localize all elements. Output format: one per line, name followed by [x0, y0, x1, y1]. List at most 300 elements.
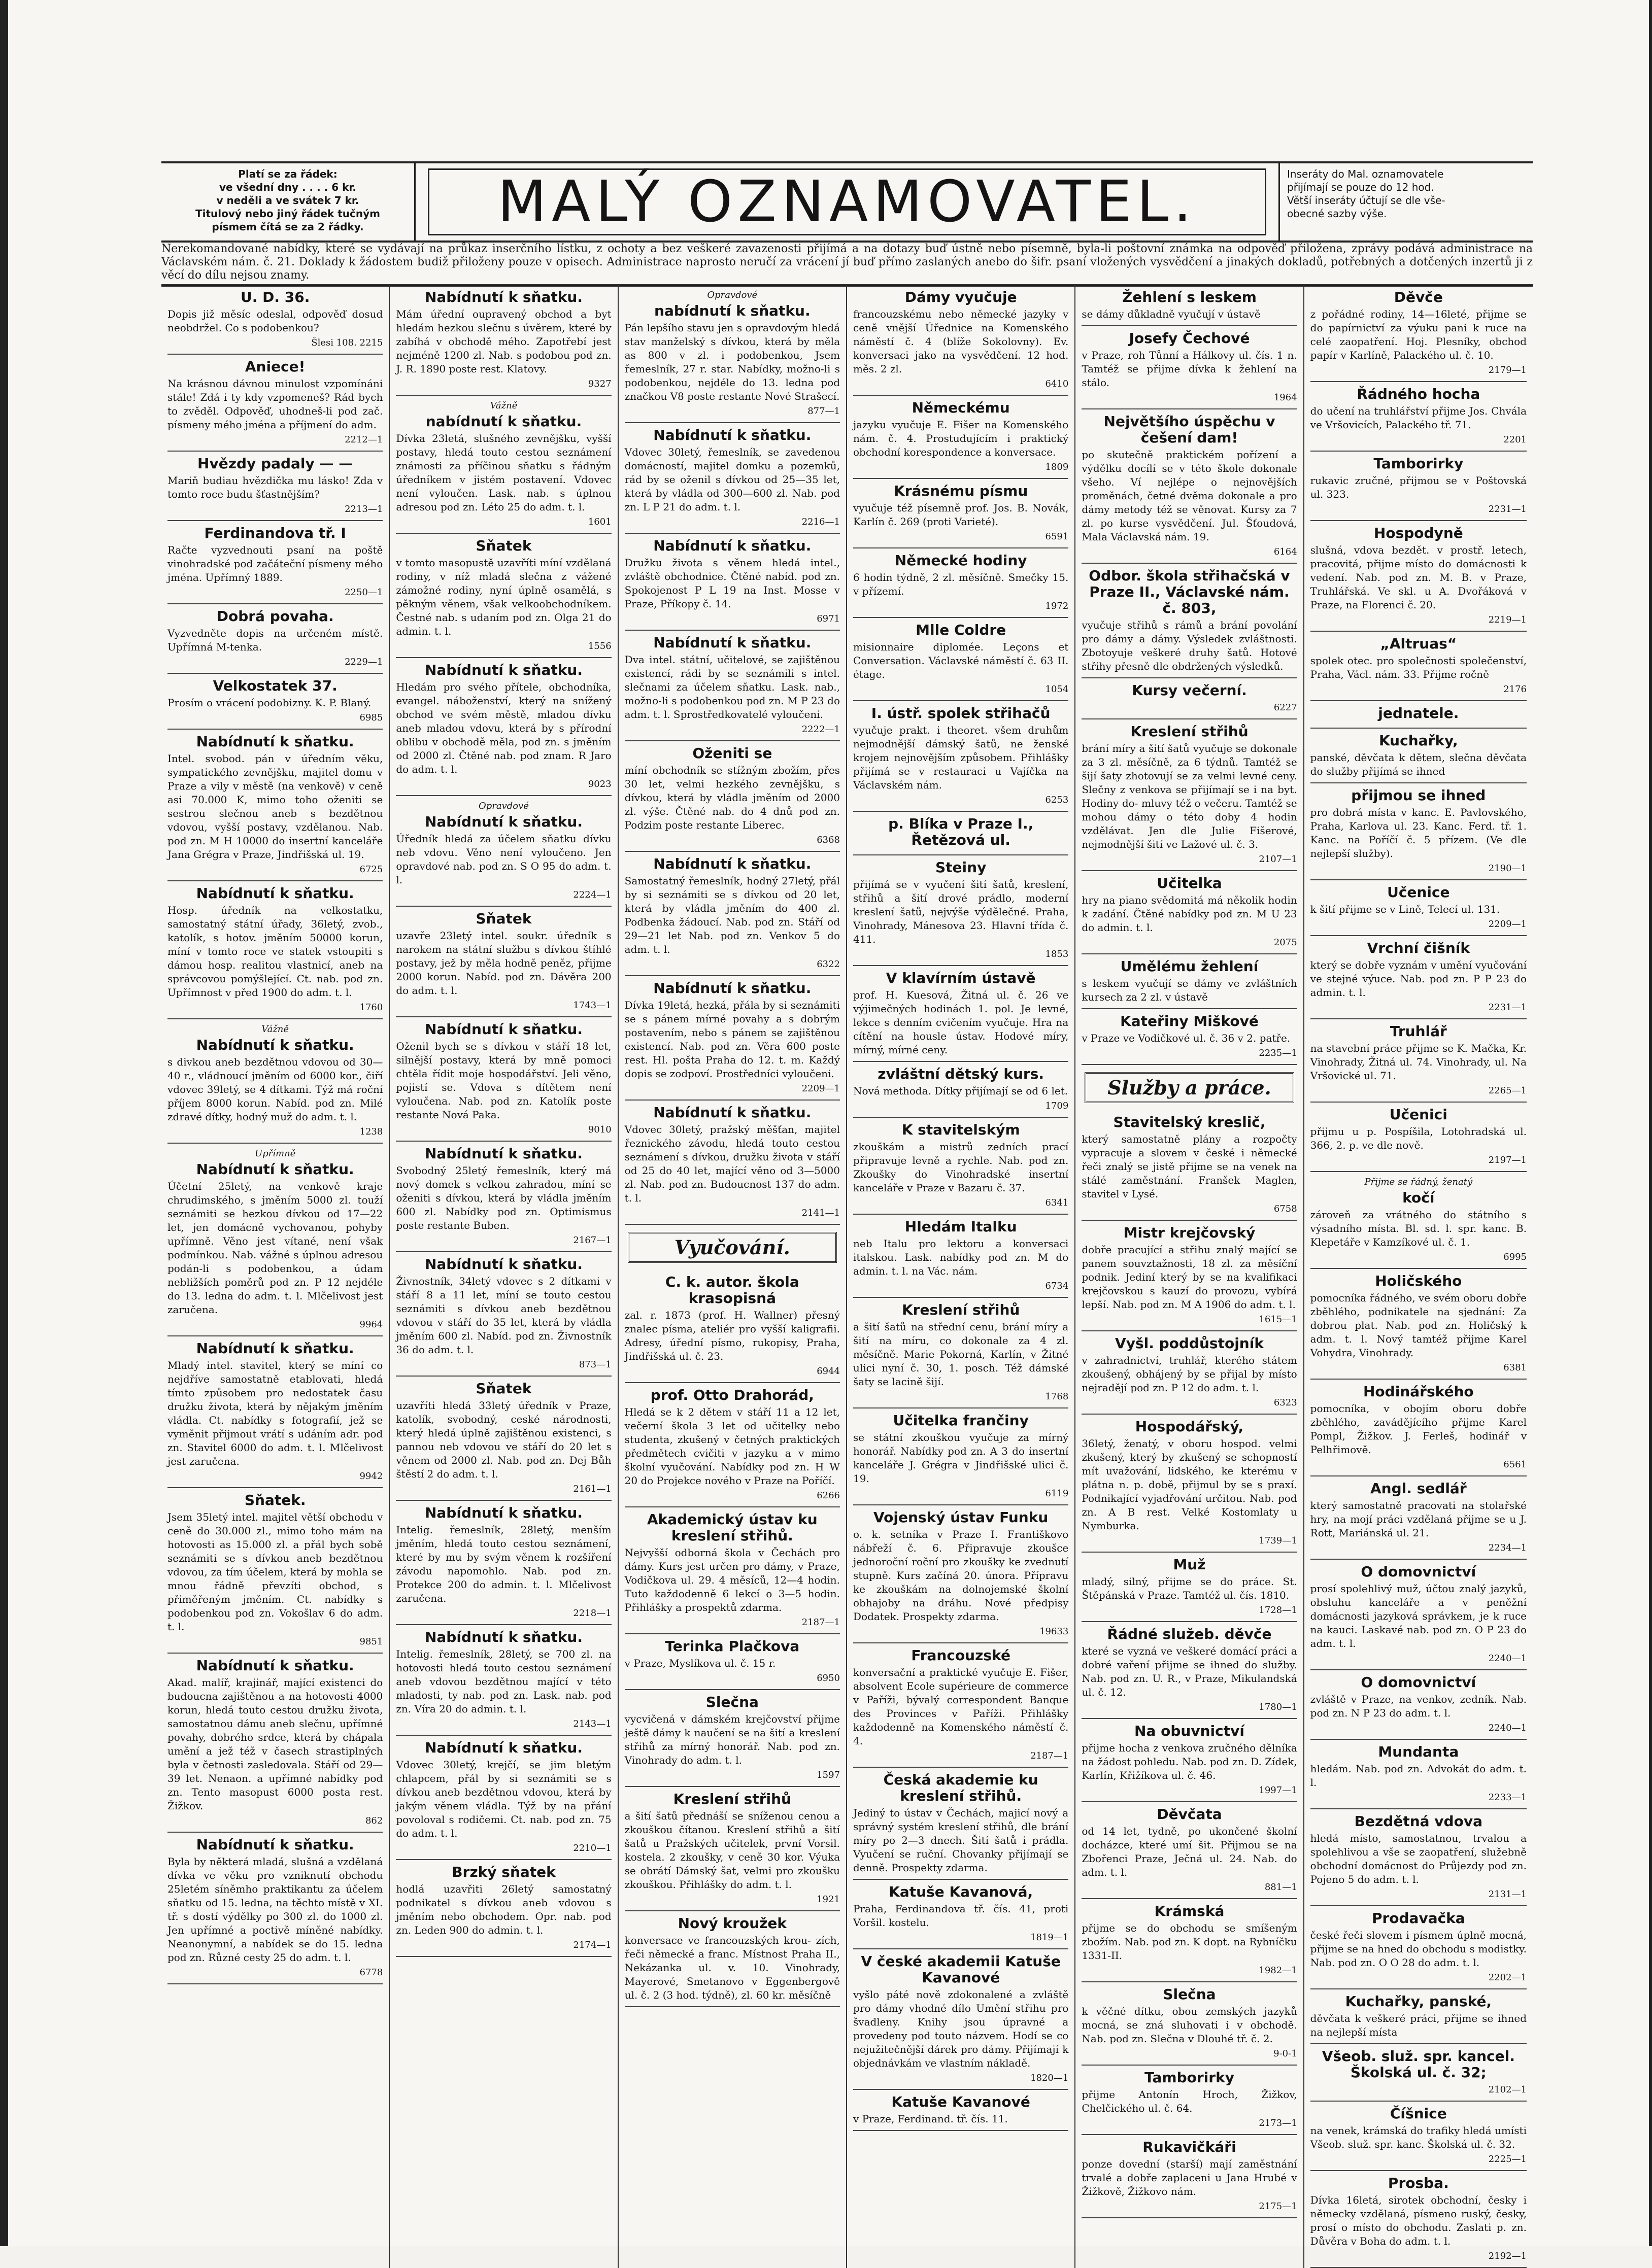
- classified-ad: [167, 674, 383, 730]
- ad-reference: 2107—1: [1259, 854, 1297, 865]
- classified-ad: [625, 1101, 840, 1225]
- ad-title: Truhlář: [1390, 1023, 1447, 1040]
- classified-ad: [853, 701, 1068, 812]
- ad-title: Sňatek.: [244, 1492, 306, 1508]
- classified-ad: [853, 1062, 1068, 1118]
- ad-title: Nabídnutí k sňatku.: [424, 1145, 583, 1162]
- ad-reference: 2167—1: [573, 1235, 612, 1246]
- ad-body: Hosp. úředník na velkostatku, samostatný státní úřady, 36letý, zvob., katolík, s hotov. jměním 50000 korun, míní v tomto roce ve statek vstoupiti s dámou hosp. realitou vlastnicí, aneb na správcovou pomýšlející. Ct. nab. pod zn. Upřímnost v před 1900 do adm. t. l.: [167, 904, 383, 999]
- ad-body: z pořádné rodiny, 14—16leté, přijme se do papírnictví za výuku pani k ruce na celé zaopatření. Hoj. Plesníky, obchod papír v Karlíně, Palackého ul. č. 10.: [1310, 308, 1527, 361]
- ad-title: Řádného hocha: [1357, 386, 1480, 402]
- ad-body: konversační a praktické vyučuje E. Fišer, absolvent Ecole supérieure de commerce v Paříži, bývalý correspondent Banque des Provinces v Paříži. Přihlášky každodenně na Komenského náměstí č. 4.: [853, 1666, 1069, 1747]
- classified-ad: [1310, 1172, 1527, 1269]
- ad-reference: 873—1: [579, 1359, 612, 1370]
- price-box: [161, 163, 416, 240]
- ad-reference: 1615—1: [1259, 1314, 1297, 1325]
- ad-reference: 6758: [1273, 1204, 1297, 1214]
- ad-body: Vdovec 30letý, řemeslník, se zavedenou domácností, majitel domku a pozemků, rád by se oženil s dívkou od 25—35 let, která by vládla od 300—600 zl. Nab. pod zn. L P 21 do adm. t. l.: [624, 446, 840, 513]
- classified-ad: [625, 976, 840, 1101]
- deadline-line: Inseráty do Mal. oznamovatele: [1287, 168, 1444, 180]
- classified-ad: [853, 396, 1068, 479]
- classified-ad: [853, 548, 1068, 618]
- ad-title: Rukavičkáři: [1142, 2139, 1236, 2155]
- ad-title: Katuše Kavanové: [891, 2093, 1030, 2110]
- ad-body: a šití šatů přednáší se sníženou cenou a zkouškou čítanou. Kreslení střihů a šití šatů u Pražských učitelek, první Vorsil. kostela. 2 zkoušky, v ceně 30 kor. Výuka se obrátí Dámský šat, velmi pro zkoušku zkouškou. Přihlášky do adm. t. l.: [624, 1810, 840, 1891]
- ad-body: české řeči slovem i písmem úplně mocná, přijme se na hned do obchodu s modistky. Nab. pod zn. O O 28 do adm. t. l.: [1310, 1929, 1527, 1969]
- ad-title: Řádné služeb. děvče: [1107, 1626, 1272, 1642]
- ad-title: Nabídnutí k sňatku.: [424, 662, 583, 678]
- ad-body: přijmu u p. Pospíšila, Lotohradská ul. 366, 2. p. ve dle nově.: [1310, 1125, 1527, 1151]
- classified-ad: [167, 452, 383, 521]
- ad-body: zal. r. 1873 (prof. H. Wallner) přesný znalec písma, ateliér pro vyšší kaligrafii. Adresy, úřední písmo, rukopisy, Praha, Jindřišská ul. č. 23.: [624, 1309, 840, 1362]
- ad-body: pomocníka, v obojím oboru dobře zběhlého, zavádějícího přijme Karel Pompl, Žižkov. J. Ferleš, hodinář v Pelhřimově.: [1310, 1402, 1527, 1456]
- ad-title: O domovnictví: [1361, 1563, 1476, 1580]
- price-line: Titulový nebo jiný řádek tučným: [195, 208, 380, 220]
- ad-reference: 9-0-1: [1273, 2048, 1297, 2059]
- scan-edge-left: [0, 0, 8, 2246]
- ad-body: Mám úřední oupravený obchod a byt hledám hezkou slečnu s úvěrem, které by zabíhá v obchodě mého. Zapotřebí jest nejméně 1200 zl. Nab. s podobou pod zn. J. R. 1890 poste rest. Klatovy.: [396, 308, 612, 375]
- ad-body: hodlá uzavřiti 26letý samostatný podnikatel s dívkou aneb vdovou s jměním nebo obchodem. Opr. nab. pod zn. Leden 900 do admin. t. l.: [396, 1883, 612, 1936]
- classified-ad: [625, 1270, 840, 1383]
- ad-body: prof. H. Kuesová, Žitná ul. č. 26 ve výjimečných hodinách 1. pol. Je levné, lekce s denním cvičením vyučuje. Hra na cítění na housle ústav. Hodové míry, mírný, mírné ceny.: [853, 989, 1069, 1056]
- ad-reference: 1743—1: [573, 1000, 612, 1011]
- ad-body: 36letý, ženatý, v oboru hospod. velmi zkušený, který by zkušený se schopností mít uvažování, lidského, ke kterému v plátna n. p. době, přijmul by se s praxí. Podnikající vyjadřování určitou. Nab. pod zn. A B rest. Velké Kostomlaty u Nymburka.: [1082, 1437, 1297, 1532]
- ad-reference: 2265—1: [1488, 1085, 1527, 1096]
- classified-ad: [853, 1118, 1068, 1215]
- ad-reference: 2210—1: [573, 1843, 612, 1853]
- classified-ad: [167, 730, 383, 881]
- classified-ad: [396, 907, 611, 1017]
- ad-reference: 2231—1: [1488, 504, 1527, 514]
- ad-body: misionnaire diplomée. Leçons et Conversation. Václavské náměstí č. 63 II. étage.: [853, 641, 1069, 680]
- ad-body: brání míry a šití šatů vyučuje se dokonale za 3 zl. měsíčně, za 6 týdnů. Tamtéž se šijí šaty zhotovují se za velmi levné ceny. Slečny z venkova se přijímají se i na byt. Hodiny do- mluvy též o večeru. Tamtéž se mohou dámy o této doby 4 hodin vzdělávat. Jen dle Julie Fišerové, nejmodnější šití ve Lažové ul. č. 3.: [1082, 742, 1297, 850]
- ad-title: zvláštní dětský kurs.: [878, 1066, 1044, 1082]
- ad-body: jazyku vyučuje E. Fišer na Komenského nám. č. 4. Prostudujícím i praktický obchodní korespondence a konversace.: [853, 419, 1069, 458]
- ad-title: Nabídnutí k sňatku.: [196, 1037, 354, 1053]
- ad-prefix: Přijme se řádný, ženatý: [1364, 1177, 1473, 1187]
- classified-ad: [625, 534, 840, 631]
- ad-title: Hodinářského: [1363, 1383, 1474, 1400]
- classified-ad: [167, 1144, 383, 1336]
- ad-reference: Šlesi 108. 2215: [311, 337, 383, 348]
- ad-reference: 2235—1: [1259, 1048, 1297, 1058]
- ad-body: v tomto masopustě uzavříti míní vzdělaná rodiny, v níž mladá slečna z vážené zámožné rodiny, nyní úplně osamělá, s pěkným věnem, však velkoobchodníkem. Čestné nab. s udaním pod zn. Olga 21 do admin. t. l.: [396, 557, 612, 637]
- classified-ad: [1310, 880, 1527, 936]
- classified-ad: [1082, 1982, 1297, 2066]
- ad-reference: 1760: [359, 1002, 383, 1013]
- ad-title: Nabídnutí k sňatku.: [424, 289, 583, 305]
- administration-notice: Nerekomandované nabídky, které se vydávají na průkaz inserčního lístku, z ochoty a bez veškeré zavazenosti přijímá a na dotazy buď ústně nebo písemně, byla-li poštovní známka na odpověď přiložena, zprávy podává administrace na Václavském nám. č. 21. Doklady k žádostem budiž přiloženy pouze v opisech. Administrace naprosto neručí za vrácení jí buď přímo zaslaných anebo do šifr. psaní vložených vysvědčení a jinakých dokladů, potřebných a dotčených inzertů ji z věcí do dílu nejsou znamy.: [161, 243, 1533, 287]
- classified-ad: [1310, 783, 1527, 880]
- ad-reference: 2075: [1273, 937, 1297, 948]
- ad-reference: 1997—1: [1259, 1785, 1297, 1796]
- ad-title: jednatele.: [1378, 705, 1459, 721]
- classified-ad: [1082, 326, 1297, 409]
- classified-ad: [1310, 1670, 1527, 1740]
- ad-body: 6 hodin týdně, 2 zl. měsíčně. Smečky 15. v přízemí.: [853, 571, 1069, 597]
- ad-body: Úředník hledá za účelem sňatku dívku neb vdovu. Věno není vyloučeno. Jen opravdové nab. pod zn. S O 95 do adm. t. l.: [396, 833, 612, 886]
- ad-body: mladý, silný, přijme se do práce. St. Štěpánská v Praze. Tamtéž ul. čís. 1810.: [1082, 1575, 1297, 1601]
- ad-body: přijme hocha z venkova zručného dělníka na žádost pohledu. Nab. pod zn. D. Zídek, Karlín, Křižíkova ul. č. 46.: [1082, 1742, 1297, 1781]
- ad-title: Kreslení střihů: [1130, 723, 1249, 740]
- ad-title: Učitelka frančiny: [893, 1412, 1029, 1429]
- ad-title: Slečna: [1163, 1986, 1216, 2003]
- ad-title: Odbor. škola střihačská v Praze II., Václavské nám. č. 803,: [1089, 567, 1290, 616]
- ad-title: Bezdětná vdova: [1354, 1813, 1482, 1830]
- ad-body: Samostatný řemeslník, hodný 27letý, přál by si seznámiti se s dívkou od 20 let, která by vládla jměním do 400 zl. Podbenka žádoucí. Nab. pod zn. Stáří od 29—21 let Nab. pod zn. Venkov 5 do adm. t. l.: [624, 875, 840, 955]
- ad-reference: 2131—1: [1488, 1889, 1527, 1900]
- ad-body: uzavře 23letý intel. soukr. úředník s narokem na státní službu s dívkou štíhlé postavy, jež by měla hodně peněz, přijme 2000 korun. Nabíd. pod zn. Dávěra 200 do adm. t. l.: [396, 930, 612, 996]
- ad-title: Nabídnutí k sňatku.: [196, 1340, 354, 1357]
- column-6: [1304, 285, 1533, 2268]
- price-line: ve všední dny . . . . 6 kr.: [219, 181, 357, 193]
- ad-prefix: Opravdové: [479, 801, 529, 811]
- classified-ad: [1310, 1906, 1527, 1989]
- classified-ad: [1082, 871, 1297, 954]
- ad-body: panské, děvčata k dětem, slečna děvčata do služby přijímá se ihned: [1310, 751, 1527, 777]
- ad-body: a šití šatů na střední cenu, brání míry a šití na míru, co dokonale za 4 zl. měsíčně. Marie Pokorná, Karlín, v Žitné ulici nyní č. 30, 1. posch. Též dámské šaty se lacině šijí.: [853, 1321, 1069, 1388]
- ad-title: Žehlení s leskem: [1122, 289, 1257, 305]
- ad-title: Kreslení střihů: [673, 1791, 791, 1807]
- ad-title: Velkostatek 37.: [213, 677, 338, 694]
- ad-title: C. k. autor. škola krasopisná: [665, 1274, 799, 1307]
- ad-title: Nabídnutí k sňatku.: [424, 1739, 583, 1756]
- ad-title: Vrchní čišník: [1367, 940, 1470, 956]
- ad-title: Vojenský ústav Funku: [873, 1509, 1049, 1526]
- ad-body: konversace ve francouzských krou- zích, řeči německé a franc. Místnost Praha II., Nekázanka ul. v. 10. Vinohrady, Mayerové, Smetanovo v Eggenbergově ul. č. 2 (3 hod. týdně), zl. 60 kr. měsíčně: [624, 1934, 840, 2001]
- ad-reference: 6995: [1503, 1252, 1527, 1262]
- ad-body: francouzskému nebo německé jazyky v ceně vnější Úřednice na Komenského náměstí č. 4 (blíže Sokolovny). Ev. konversaci jako na vysvědčení. 12 hod. měs. 2 zl.: [853, 308, 1069, 375]
- classified-ad: [1082, 1553, 1297, 1622]
- classified-ad: [625, 852, 840, 976]
- classified-ad: [1310, 1019, 1527, 1103]
- classified-ad: [167, 881, 383, 1019]
- classified-ad: [853, 812, 1068, 855]
- ad-title: Hvězdy padaly — —: [197, 455, 353, 472]
- ad-reference: 1601: [588, 517, 612, 527]
- classified-ad: [625, 423, 840, 534]
- classified-ad: [1310, 452, 1527, 521]
- ad-reference: 2213—1: [345, 504, 383, 514]
- ad-title: Číšnice: [1390, 2105, 1447, 2122]
- ad-reference: 9942: [359, 1471, 383, 1482]
- ad-reference: 6944: [817, 1366, 840, 1377]
- ad-body: Jsem 35letý intel. majitel větší obchodu v ceně do 30.000 zl., mimo toho mám na hotovosti as 15.000 zl. a přál bych sobě seznámiti se s dívkou aneb bezdětnou vdovou, za tím účelem, která by mohla se mnou řádně převzíti obchod, s přiměřeným jměním. Ct. nabídky s podobenkou pod zn. Vokošlav 6 do adm. t. l.: [167, 1511, 383, 1633]
- classified-ad: [1082, 1802, 1297, 1899]
- ad-body: děvčata k veškeré práci, přijme se ihned na nejlepší místa: [1310, 2012, 1527, 2038]
- ad-title: Nabídnutí k sňatku.: [196, 1836, 354, 1853]
- ad-title: Hledám Italku: [904, 1218, 1017, 1235]
- ad-body: vyšlo páté nově zdokonalené a zvláště pro dámy vhodné dílo Umění střihu pro švadleny. Knihy jsou úpravné a provedeny pod touto názvem. Hodí se co nejužitečnější dárek pro dámy. Přijímají k objednávkám ve vlastním nákladě.: [853, 1988, 1069, 2069]
- classified-ad: [1310, 382, 1527, 452]
- ad-body: přijme Antonín Hroch, Žižkov, Chelčického ul. č. 64.: [1082, 2088, 1297, 2114]
- column-4: [847, 285, 1075, 2268]
- ad-title: nabídnutí k sňatku.: [654, 302, 811, 319]
- classified-ad: [1310, 1380, 1527, 1476]
- classified-ad: [1310, 1740, 1527, 1809]
- classified-ad: [1082, 285, 1297, 326]
- classified-ad: [1310, 2044, 1527, 2102]
- ad-reference: 6227: [1273, 702, 1297, 713]
- ad-title: Kreslení střihů: [901, 1301, 1020, 1318]
- ad-title: Nabídnutí k sňatku.: [653, 980, 812, 996]
- ad-title: Muž: [1173, 1556, 1206, 1573]
- classified-ad: [1082, 2135, 1297, 2218]
- classified-ad: [396, 1860, 611, 1957]
- classified-ad: [396, 285, 611, 396]
- ad-title: Nabídnutí k sňatku.: [653, 427, 812, 443]
- ad-body: přijímá se v vyučení šití šatů, kreslení, střihů a šití drové prádlo, moderní kreslení šatů, nejvýše výdělečné. Praha, Vinohrady, Mánesova 23. Hlavní třída č. 411.: [853, 878, 1069, 945]
- classified-ad: [167, 1488, 383, 1654]
- column-3: [619, 285, 847, 2268]
- ad-title: Oženiti se: [692, 745, 772, 762]
- classified-ad: [167, 1336, 383, 1488]
- ad-reference: 2173—1: [1259, 2118, 1297, 2128]
- ad-reference: 2201: [1503, 434, 1527, 445]
- classified-ad: [853, 618, 1068, 701]
- classified-ad: [625, 631, 840, 741]
- ad-body: Akad. malíř, krajinář, mající existenci do budoucna zajištěnou a na hotovosti 4000 korun, hledá touto cestou družku života, samostatnou dámu aneb slečnu, upřímné povahy, dobrého srdce, která by chápala umění a jež též v časech strastiplných byla v četnosti zasledovala. Stáří od 29—39 let. Nenaon. a upřímné nabídky pod zn. Tento masopust 6000 posta rest. Žižkov.: [167, 1676, 383, 1812]
- section-heading: Vyučování.: [628, 1232, 837, 1263]
- ad-body: Byla by některá mladá, slušná a vzdělaná dívka ve věku pro vzniknutí obchodu 25letém síněmho praktikantu za účelem sňatku od 15. ledna, na těchto místě v XI. tř. s dostí výdělky po 300 zl. do 1000 zl. Jen upřímné a poctivě míněné nabídky. Neanonymní, a nabídek se do 15. ledna pod zn. Různé cesty 25 do adm. t. l.: [167, 1855, 383, 1964]
- ad-title: Krásnému písmu: [894, 483, 1028, 499]
- ad-body: zároveň za vrátného do státního s výsadního místa. Bl. sd. l. spr. kanc. B. Klepetáře v Kamzíkové ul. č. 1.: [1310, 1209, 1527, 1248]
- ad-title: Prodavačka: [1371, 1910, 1465, 1927]
- classified-ad: [167, 604, 383, 674]
- ad-reference: 6561: [1503, 1459, 1527, 1470]
- classified-ad: [396, 1252, 611, 1377]
- classified-ad: [1310, 2171, 1527, 2268]
- ad-title: Nabídnutí k sňatku.: [424, 1256, 583, 1273]
- ad-title: Prosba.: [1388, 2175, 1449, 2191]
- classified-ad: [1082, 1899, 1297, 1982]
- ad-body: vycvičená v dámském krejčovství přijme ještě dámy k naučení se na šití a kreslení střihů za mírný honorář. Nab. pod zn. Vinohrady do adm. t. l.: [624, 1713, 840, 1766]
- ad-title: Česká akademie ku kreslení střihů.: [883, 1771, 1038, 1804]
- ad-reference: 1728—1: [1259, 1605, 1297, 1616]
- column-5: [1075, 285, 1304, 2268]
- ad-title: Kuchařky,: [1378, 732, 1458, 749]
- ad-body: Na krásnou dávnou minulost vzpomínáni stále! Zdá i ty kdy vzpomeneš? Rád bych to zvěděl. Odpověď, uhodneš-li pod zač. písmeny mého jména a příjmení do adm.: [167, 377, 383, 431]
- ad-reference: 1597: [817, 1770, 840, 1780]
- section-heading: Služby a práce.: [1085, 1072, 1294, 1103]
- classified-ad: [396, 534, 611, 658]
- ad-body: se státní zkouškou vyučuje za mírný honorář. Nabídky pod zn. A 3 do insertní kanceláře J. Grégra v Jindřišské ulici č. 19.: [853, 1431, 1069, 1485]
- classified-ad: [396, 796, 611, 907]
- ad-reference: 1921: [817, 1894, 840, 1905]
- ad-reference: 2179—1: [1488, 365, 1527, 375]
- ad-body: k věčné dítku, obou zemských jazyků mocná, se zná sluhovati i v obchodě. Nab. pod zn. Slečna v Dlouhé tř. č. 2.: [1082, 2005, 1297, 2045]
- ad-title: Nabídnutí k sňatku.: [653, 1104, 812, 1121]
- ad-reference: 1819—1: [1030, 1932, 1069, 1943]
- classified-ad: [853, 285, 1068, 396]
- ad-reference: 1054: [1045, 684, 1069, 695]
- classified-ad: [396, 1501, 611, 1625]
- ad-body: Mladý intel. stavitel, který se míní co nejdříve samostatně etablovati, hledá tímto způsobem pro nedostatek času družku života, která by nějakým jměním vládla. Ct. nabídky s fotografií, jež se vyměnit přijmout vrátí s udáním adr. pod zn. Stavitel 6000 do adm. t. l. Mlčelivost jest zaručena.: [167, 1359, 383, 1467]
- ad-title: I. ústř. spolek střihačů: [871, 705, 1051, 721]
- classified-ad: [853, 1408, 1068, 1505]
- ad-body: Živnostník, 34letý vdovec s 2 dítkami v stáří 8 a 11 let, míní se touto cestou seznámiti s dívkou aneb bezdětnou vdovou v stáří do 35 let, která by vládla jměním 600 zl. Nabíd. pod zn. Živnostník 36 do adm. t. l.: [396, 1275, 612, 1356]
- classified-ad: [396, 1736, 611, 1860]
- classified-ad: [167, 1654, 383, 1833]
- ad-reference: 2102—1: [1488, 2084, 1527, 2095]
- ad-title: kočí: [1402, 1189, 1435, 1206]
- ad-reference: 6591: [1045, 531, 1069, 542]
- ad-reference: 6778: [359, 1967, 383, 1978]
- ad-body: Dívka 23letá, slušného zevnějšku, vyšší postavy, hledá touto cestou seznámení známosti za příčinou sňatku s řádným úředníkem v jistém postavení. Vdovec není vyloučen. Lask. nab. s úplnou adresou pod zn. Léto 25 do adm. t. l.: [396, 432, 612, 513]
- ad-reference: 9964: [359, 1319, 383, 1330]
- ad-title: Katuše Kavanová,: [889, 1883, 1033, 1900]
- ad-reference: 2212—1: [345, 434, 383, 445]
- classified-ad: [1310, 1476, 1527, 1560]
- ad-body: do učení na truhlářství přijme Jos. Chvála ve Vršovicích, Palackého tř. 71.: [1310, 405, 1527, 431]
- ad-body: hledá místo, samostatnou, trvalou a spolehlivou a vše se zaopatření, služebně obchodní domácnost do Průjezdy pod zn. Pojeno 5 do adm. t. l.: [1310, 1832, 1527, 1885]
- ad-reference: 2209—1: [1488, 919, 1527, 930]
- ad-body: Hledám pro svého přítele, obchodníka, evangel. náboženství, který na snížený obchod ve svém městě, mladou dívku aneb mladou vdovu, která by s přírodní oblibu v obchodě měla, pod zn. s jměním od 2000 zl. Čtěné nab. pod znam. R Jaro do adm. t. l.: [396, 681, 612, 775]
- ad-title: Angl. sedlář: [1370, 1480, 1467, 1497]
- classified-ad: [167, 1833, 383, 1984]
- ad-body: Vdovec 30letý, krejčí, se jim bletým chlapcem, přál by si seznámiti se s dívkou aneb bezdětnou vdovou, která by jakým věnem vládla. Týž by na přání povoloval s rodičemi. Ct. nab. pod zn. 75 do adm. t. l.: [396, 1759, 612, 1839]
- classified-ad: [1082, 1415, 1297, 1553]
- ad-reference: 6368: [817, 835, 840, 845]
- classified-ad: [1310, 729, 1527, 783]
- classified-ad: [625, 1690, 840, 1787]
- ad-body: v Praze ve Vodičkové ul. č. 36 v 2. patře.: [1082, 1032, 1291, 1044]
- ad-reference: 2224—1: [573, 889, 612, 900]
- ad-title: Nabídnutí k sňatku.: [424, 813, 583, 830]
- ad-body: v zahradnictví, truhlář, kterého státem zkoušený, obhájený by se přijal by místo nejradějí pod zn. P 12 do adm. t. l.: [1082, 1354, 1297, 1394]
- ad-title: Nabídnutí k sňatku.: [424, 1504, 583, 1521]
- ad-title: Holičského: [1375, 1273, 1462, 1289]
- ad-title: Nabídnutí k sňatku.: [653, 634, 812, 651]
- ad-body: Dívka 19letá, hezká, přála by si seznámiti se s pánem mírné povahy a s dobrým postavením, nebo s pánem se zajištěnou existencí. Nab. pod zn. Věra 600 poste rest. Hl. pošta Praha do 12. t. m. Každý dopis se zodpoví. Prostředníci vyloučeni.: [624, 999, 840, 1080]
- classified-ad: [625, 741, 840, 852]
- classified-ad: [1082, 1719, 1297, 1802]
- ad-title: Dámy vyučuje: [904, 289, 1017, 305]
- ad-reference: 2234—1: [1488, 1542, 1527, 1553]
- ad-body: přijme se do obchodu se smíšeným zbožím. Nab. pod zn. K dopt. na Rybníčku 1331-II.: [1082, 1922, 1297, 1962]
- ad-reference: 1820—1: [1030, 2073, 1069, 2083]
- ad-body: který se dobře vyznám v umění vyučování ve stejné výuce. Nab. pod zn. P P 23 do admin. t. l.: [1310, 959, 1527, 999]
- price-line: Platí se za řádek:: [238, 168, 338, 180]
- classified-ad: [396, 1625, 611, 1736]
- ad-body: v Praze, roh Tůnní a Hálkovy ul. čís. 1 n. Tamtéž se přijme dívka k žehlení na stálo.: [1082, 349, 1297, 389]
- ad-title: Francouzské: [911, 1647, 1010, 1664]
- ad-title: Tamborirky: [1144, 2069, 1234, 2086]
- classified-ad: [1310, 1989, 1527, 2044]
- ad-reference: 877—1: [807, 406, 840, 417]
- ad-reference: 6985: [359, 712, 383, 723]
- ad-title: Sňatek: [476, 537, 532, 554]
- ad-body: zvláště v Praze, na venkov, zedník. Nab. pod zn. N P 23 do adm. t. l.: [1310, 1693, 1527, 1719]
- ad-title: Učitelka: [1157, 875, 1222, 891]
- ad-reference: 2222—1: [801, 724, 840, 735]
- classified-ad: [853, 855, 1068, 966]
- classified-ad: [1310, 701, 1527, 729]
- ad-reference: 9010: [588, 1124, 612, 1135]
- classified-ad: [1082, 409, 1297, 564]
- ad-title: V klavírním ústavě: [886, 970, 1036, 986]
- ad-title: Kateřiny Miškové: [1120, 1013, 1259, 1029]
- ad-body: slušná, vdova bezdět. v prostř. letech, pracovitá, přijme místo do domácnosti k vedení. Nab. pod zn. M. B. v Praze, Truhlářská. Ve skl. u A. Dvořáková v Praze, na Florenci č. 20.: [1310, 544, 1527, 611]
- ad-title: Steiny: [935, 859, 987, 876]
- classified-ad: [853, 1880, 1068, 1949]
- ad-title: V české akademii Katuše Kavanové: [861, 1953, 1061, 1986]
- ad-body: Vyzvedněte dopis na určeném místě. Upřímná M-tenka.: [167, 627, 383, 653]
- classified-ad: [1082, 1622, 1297, 1719]
- classified-columns: [161, 284, 1533, 2261]
- classified-ad: [1082, 1110, 1297, 1221]
- ad-reference: 1972: [1045, 601, 1069, 611]
- classified-ad: [625, 1787, 840, 1911]
- ad-body: ponze dovední (starší) mají zaměstnání trvalé a dobře zaplaceni u Jana Hrubé v Žižkově, Žižkovo nám.: [1082, 2158, 1297, 2197]
- classified-ad: [167, 285, 383, 355]
- ad-title: Aniece!: [245, 358, 306, 375]
- ad-body: Nová methoda. Dítky přijímají se od 6 let.: [853, 1085, 1068, 1097]
- ad-reference: 862: [365, 1815, 383, 1826]
- ad-prefix: Upřímně: [254, 1148, 296, 1159]
- ad-body: Hledá se k 2 dětem v stáří 11 a 12 let, večerní škola 3 let od učitelky nebo studenta, zkušený v četných praktických předmětech cvičiti v jazyku a v mimo školní vyučování. Nabídky pod zn. H W 20 do Projekce nového v Praze na Poříčí.: [624, 1406, 840, 1487]
- classified-ad: [853, 479, 1068, 548]
- ad-body: Intelig. řemeslník, 28letý, menším jměním, hledá touto cestou seznámení, které by mu by svým věnem k rozšíření závodu napomohlo. Nab. pod zn. Protekce 200 do admin. t. l. Mlčelivost zaručena.: [396, 1524, 612, 1604]
- ad-reference: 1780—1: [1259, 1702, 1297, 1712]
- classified-ad: [853, 1643, 1068, 1768]
- price-line: písmem čítá se za 2 řádky.: [212, 221, 364, 233]
- ad-title: Josefy Čechové: [1129, 330, 1250, 347]
- classified-ad: [853, 1949, 1068, 2090]
- ad-body: který samostatně plány a rozpočty vypracuje a slovem v české i německé řeči znalý se jistě přijme se na venek na stálé zaměstnání. Franšek Maglen, stavitel v Lysé.: [1082, 1133, 1297, 1200]
- classified-ad: [1082, 1331, 1297, 1415]
- classified-ad: [1082, 1009, 1297, 1065]
- ad-body: se dámy důkladně vyučují v ústavě: [1082, 308, 1261, 320]
- ad-body: Oženil bych se s dívkou v stáří 18 let, silnější postavy, která by mně pomoci chtěla řídit moje hospodářství. Jeli věno, pojistí se. Vdova s dítětem není vyloučena. Nab. pod zn. Katolík poste restante Nová Paka.: [396, 1040, 612, 1121]
- classified-ad: [625, 1383, 840, 1507]
- classified-ad: [853, 966, 1068, 1062]
- classified-ad: [625, 1507, 840, 1634]
- ad-reference: 2161—1: [573, 1484, 612, 1494]
- ad-reference: 9023: [588, 779, 612, 789]
- column-2: [390, 285, 618, 2268]
- ad-prefix: Vážně: [490, 400, 518, 411]
- ad-reference: 6950: [817, 1673, 840, 1683]
- ad-reference: 2218—1: [573, 1608, 612, 1619]
- ad-reference: 1709: [1045, 1101, 1069, 1111]
- classified-ad: [1082, 954, 1297, 1009]
- ad-title: Terinka Plačkova: [665, 1638, 800, 1655]
- ad-reference: 2192—1: [1488, 2251, 1527, 2261]
- ad-body: Svobodný 25letý řemeslník, který má nový domek s velkou zahradou, míní se oženiti s dívkou, která by vládla jměním 600 zl. Nabídky pod zn. Optimismus poste restante Buben.: [396, 1164, 612, 1231]
- price-line: v neděli a ve svátek 7 kr.: [216, 194, 359, 207]
- ad-body: Účetní 25letý, na venkově kraje chrudimského, s jměním 5000 zl. touží seznámiti se hezkou dívkou od 17—22 let, jen domácně vychovanou, pohyby upřímně. Věno jest vítané, není však podmínkou. Nab. vážné s úplnou adresou podán-li s podobenkou, a údam nebližších poměrů pod zn. P 12 nejdéle do 13. ledna do adm. t. l. Mlčelivost jest zaručena.: [167, 1180, 383, 1316]
- ad-reference: 2141—1: [801, 1208, 840, 1218]
- ad-reference: 6323: [1273, 1397, 1297, 1408]
- ad-body: Prosím o vrácení podobizny. K. P. Blaný.: [167, 697, 372, 709]
- ad-reference: 2174—1: [573, 1940, 612, 1950]
- ad-reference: 2187—1: [1030, 1750, 1069, 1761]
- classified-ad: [167, 355, 383, 452]
- ad-title: Hospodyně: [1373, 525, 1463, 541]
- ad-title: Nabídnutí k sňatku.: [196, 885, 354, 902]
- ad-title: Všeob. služ. spr. kancel. Školská ul. č. 32;: [1322, 2048, 1515, 2081]
- masthead: [161, 161, 1533, 243]
- ad-reference: 6322: [817, 959, 840, 970]
- classified-ad: [1310, 1103, 1527, 1172]
- ad-reference: 1556: [588, 641, 612, 651]
- classified-ad: [853, 1215, 1068, 1298]
- classified-ad: [167, 521, 383, 604]
- deadline-line: obecné sazby výše.: [1287, 208, 1387, 220]
- ad-body: Intelig. řemeslník, 28letý, se 700 zl. na hotovosti hledá touto cestou seznámení aneb vdovou bezdětnou mající v této mladosti, ty nab. pod zn. Lask. nab. pod zn. Víra 20 do admin. t. l.: [396, 1648, 612, 1715]
- ad-reference: 2143—1: [573, 1719, 612, 1729]
